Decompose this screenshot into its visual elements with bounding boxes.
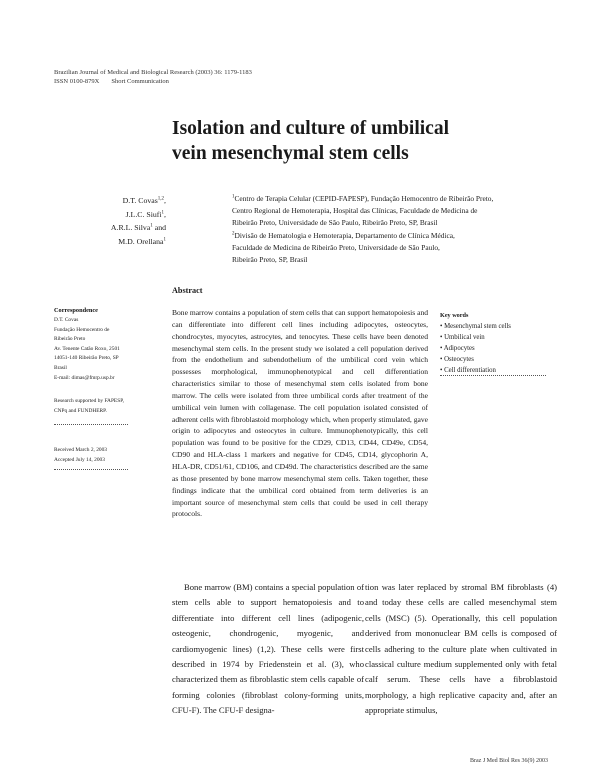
keyword-item: • Mesenchymal stem cells <box>440 323 511 330</box>
dates-block <box>54 446 138 465</box>
keyword-item: • Adipocytes <box>440 345 475 352</box>
title-line-1: Isolation and culture of umbilical <box>172 118 450 139</box>
keyword-item: • Cell differentiation <box>440 367 496 374</box>
divider <box>54 469 128 470</box>
author-list <box>100 194 166 248</box>
correspondence-line: D.T. Covas <box>54 317 79 323</box>
affiliation-2: $^2$Divisão de Hematologia e Hemoterapia, Departamento de Clínica Médica, <box>232 230 455 240</box>
abstract-heading: Abstract <box>172 286 203 295</box>
correspondence-line: Fundação Hemocentro de <box>54 326 110 333</box>
author: J.L.C. Siufi$^1$, <box>125 209 166 219</box>
correspondence-block <box>54 306 138 383</box>
correspondence-line: Ribeirão Preto <box>54 336 86 343</box>
divider <box>440 375 546 376</box>
author: A.R.L. Silva$^1$ and <box>110 223 166 232</box>
affiliation-2-line: Ribeirão Preto, SP, Brasil <box>232 255 308 265</box>
accepted-date: Accepted July 14, 2003 <box>54 456 105 463</box>
affiliation-1: $^1$Centro de Terapia Celular (CEPID-FAPESP), Fundação Hemocentro de Ribeirão Preto, <box>232 194 494 203</box>
correspondence-email: E-mail: dimas@fmrp.usp.br <box>54 374 115 381</box>
issn-line <box>54 77 252 86</box>
affiliation-2-line: Faculdade de Medicina de Ribeirão Preto, Universidade de São Paulo, <box>232 242 440 252</box>
funding-block <box>54 397 138 416</box>
divider <box>54 424 128 425</box>
correspondence-line: Brasil <box>54 364 67 371</box>
received-date: Received March 2, 2003 <box>54 447 107 453</box>
abstract-text: Bone marrow contains a population of stem cells that can support hematopoiesis and can differentiate into different cell lines including adipocytes, osteocytes, chondrocytes, myocytes, astrocytes, and tenocytes. These cells have been denoted mesenchymal stem cells. In the present study we isolated a cell population derived from the endothelium and subendothelium of the umbilical cord vein which possesses morphological, immunophenotypical and cell differentiation characteristics similar to those of mesenchymal stem cells isolated from bone marrow. The cells were isolated from three umbilical cords after treatment of the umbilical vein lumen with collagenase. The cell population isolated consisted of adherent cells with fibroblastoid morphology which, when properly stimulated, gave origin to adipocytes and osteocytes in culture. Immunophenotypically, this cell population was found to be positive for the CD29, CD13, CD44, CD49e, CD54, CD90 and HLA-class 1 markers and negative for CD45, CD14, glycophorin A, HLA-DR, CD51/61, CD106, and CD49d. The characteristics described are the same as those presented by bone marrow mesenchymal stem cells. Taken together, these findings indicate that the umbilical cord obtained from term deliveries is an important source of mesenchymal stem cells that could be used in cell therapy protocols. <box>172 308 428 519</box>
keywords-heading: Key words <box>440 312 469 319</box>
correspondence-heading: Correspondence <box>54 307 98 314</box>
keyword-item: • Osteocytes <box>440 356 474 363</box>
affiliation-1-line: Ribeirão Preto, Universidade de São Paulo, Ribeirão Preto, SP, Brasil <box>232 218 438 228</box>
body-column-1: Bone marrow (BM) contains a special population of stem cells able to support hematopoiesis and to differentiate into different cell lines (adipogenic, osteogenic, chondrogenic, myogenic, and cardiomyogenic lines) (1,2). These cells were first described in 1974 by Friedenstein et al. (3), who characterized them as fibroblastic stem cells capable of forming colonies (fibroblast colony-forming units, CFU-F). The CFU-F designa- <box>172 582 364 716</box>
author: D.T. Covas$^{1,2}$, <box>122 196 166 205</box>
title-line-2: vein mesenchymal stem cells <box>172 143 409 164</box>
article-type: Short Communication <box>111 78 169 85</box>
affiliations <box>232 193 552 266</box>
running-header <box>54 68 252 86</box>
funding-line: Research supported by FAPESP, <box>54 398 124 404</box>
correspondence-line: Av. Tenente Catão Roxo, 2501 <box>54 345 120 352</box>
keywords-block <box>440 310 550 376</box>
affiliation-1-line: Centro Regional de Hemoterapia, Hospital das Clínicas, Faculdade de Medicina de <box>232 206 478 216</box>
author: M.D. Orellana$^1$ <box>118 236 166 246</box>
page-footer: Braz J Med Biol Res 36(9) 2003 <box>470 758 548 764</box>
keyword-item: • Umbilical vein <box>440 334 485 341</box>
article-title <box>172 116 552 166</box>
issn: ISSN 0100-879X <box>54 78 100 85</box>
correspondence-line: 14051-140 Ribeirão Preto, SP <box>54 355 119 362</box>
funding-line: CNPq and FUNDHERP. <box>54 407 107 414</box>
body-column-2: tion was later replaced by stromal BM fibroblasts (4) and today these cells are called mesenchymal stem cells (MSC) (5). Operationally, this cell population derived from mononuclear BM cells is composed of cells adhering to the culture plate when cultivated in classical culture medium supplemented only with fetal calf serum. These cells have a fibroblastoid morphology, a high replicative capacity and, after an appropriate stimulus, <box>365 582 557 716</box>
journal-citation: Brazilian Journal of Medical and Biological Research (2003) 36: 1179-1183 <box>54 69 252 76</box>
